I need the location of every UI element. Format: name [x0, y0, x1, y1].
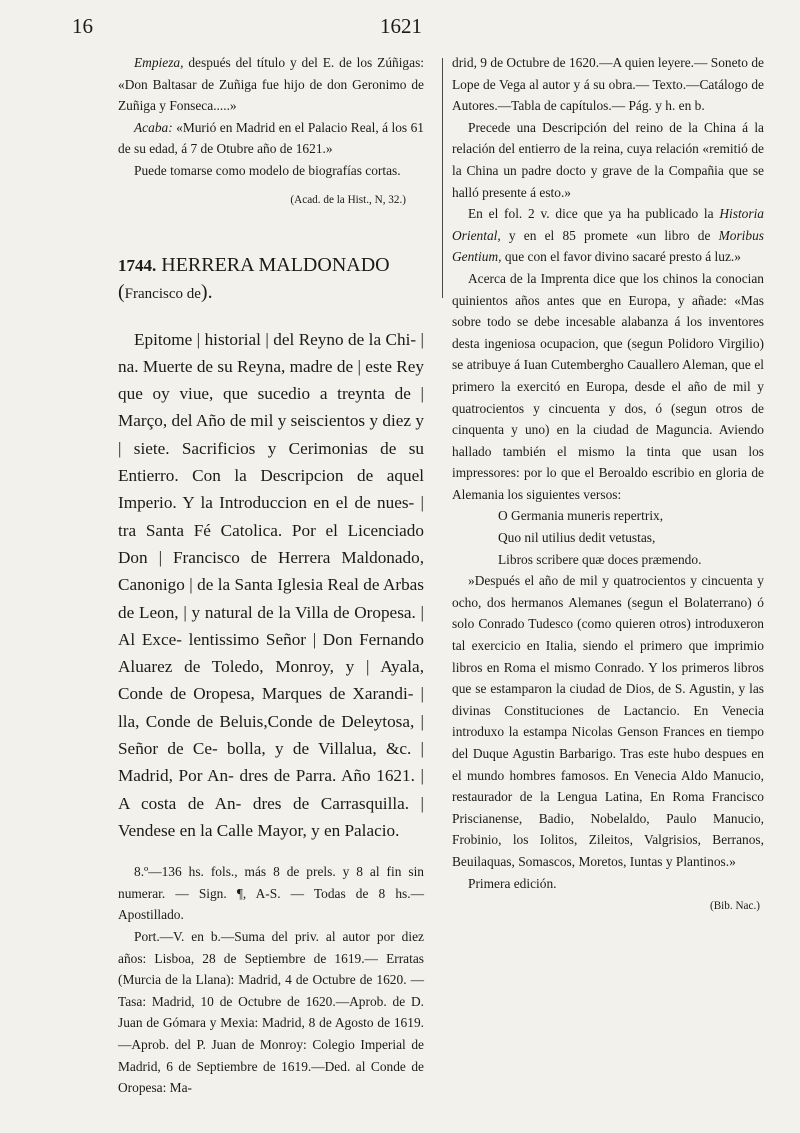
entry-name: HERRERA MALDONADO (: [118, 253, 390, 303]
title-transcription: Epitome | historial | del Reyno de la Chi- | na. Muerte de su Reyna, madre de | este Rey que oy viue, que sucedio a treynta de | Março, del Año de mil y seiscientos y diez y | siete. Sacrificios y Cerimonias de su Entierro. Con la Descripcion de aquel Imperio. Y la Introduccion en el de nues- | tra Santa Fé Catolica. Por el Licenciado Don | Francisco de Herrera Maldonado, Canonigo | de la Santa Iglesia Real de Arbas de Leon, | y natural de la Villa de Oropesa. | Al Exce- lentissimo Señor | Don Fernando Aluarez de Toledo, Monroy, y | Ayala, Conde de Oropesa, Marques de Xarandi- | lla, Conde de Beluis,Conde de Deleytosa, | Señor de Ce- bolla, y de Villalua, &c. | Madrid, Por An- dres de Parra. Año 1621. | A costa de An- dres de Carrasquilla. | Vendese en la Calle Mayor, y en Palacio.: [118, 329, 424, 840]
acaba-label: Acaba:: [134, 119, 173, 135]
preceding-entry: [118, 52, 424, 208]
contents-continuation: drid, 9 de Octubre de 1620.—A quien leyere.— Soneto de Lope de Vega al autor y á su obra.— Texto.—Catálogo de Autores.—Tabla de capítulos.— Pág. y h. en b.: [452, 55, 764, 114]
publications-text-a: En el fol. 2 v. dice que ya ha publicado la: [468, 206, 714, 222]
entry-name-end: ).: [200, 280, 213, 303]
note-paragraph: Puede tomarse como modelo de biografías cortas.: [134, 162, 401, 178]
collation-paragraph: 8.º—136 hs. fols., más 8 de prels. y 8 al fin sin numerar. — Sign. ¶, A-S. — Todas de 8 hs.— Apostillado.: [118, 864, 424, 923]
column-divider: [442, 58, 443, 298]
description-paragraph: Precede una Descripción del reino de la China á la relación del entierro de la reina, cuya relación «remitió de la China un padre docto y grave de la Compañia que se halló presente á esto.»: [452, 119, 764, 200]
page-number: 16: [72, 14, 93, 38]
library-location: (Bib. Nac.): [709, 900, 760, 913]
publications-paragraph: [452, 203, 764, 268]
entry-number: 1744.: [118, 255, 157, 275]
acaba-paragraph: [118, 117, 424, 160]
entry-heading: [118, 252, 424, 308]
verse-line: O Germania muneris repertrix,: [498, 508, 664, 524]
physical-description: [118, 861, 424, 1099]
left-column: [118, 52, 424, 1099]
right-column: [452, 52, 764, 918]
edition-note: Primera edición.: [468, 875, 557, 891]
publications-text-c: que con el favor divino sacaré presto á luz.»: [504, 249, 741, 265]
contents-paragraph: Port.—V. en b.—Suma del priv. al autor por diez años: Lisboa, 28 de Septiembre de 1619.— Erratas (Murcia de la Llana): Madrid, 4 de Octubre de 1620. — Tasa: Madrid, 10 de Octubre de 1620.—Aprob. de D. Juan de Gómara y Mexia: Madrid, 8 de Agosto de 1619.—Aprob. del P. Juan de Monroy: Colegio Imperial de Madrid, 6 de Septiembre de 1619.—Ded. al Conde de Oropesa: Ma-: [118, 928, 424, 1096]
printing-paragraph: Acerca de la Imprenta dice que los chinos la conocian quinientos años antes que en Europa, y añade: «Mas sobre todo se debe incesable alabanza á los inventores desta ingeniosa ocupacion, que (segun Polidoro Virgilio) se atribuye á Iuan Cutembergho Cauallero Aleman, que el primero la exercitó en Europa, desde el año de mil y quatrocientos y cincuenta y dos, ó (segun otros de cinquenta y uno) en la ciudad de Maguncia. Aviendo hallado también el mismo la tinta que usan los impressores: por lo que el Beroaldo escribio en gloria de Alemania los siguientes versos:: [452, 270, 764, 502]
verse-line: Quo nil utilius dedit vetustas,: [498, 530, 656, 546]
empieza-paragraph: [118, 52, 424, 117]
printers-paragraph: »Después el año de mil y quatrocientos y cincuenta y ocho, dos hermanos Alemanes (segun el Bolaterrano) ó solo Conrado Tudesco (como quieren otros) introduxeron tal exercicio en Italia, siendo el primero que imprimio libros en Roma el mismo Conrado. Y los primeros libros que se estamparon la ciudad de Dios, de S. Agustin, y las divinas Constituciones de Lactancio. En Venecia introduxo la estampa Nicolas Genson Frances en tiempo del Duque Agustin Barbarigo. Tras este hubo despues en el mundo hombres famosos. En Venecia Aldo Manucio, restaurador de la Lengua Latina, En Roma Francisco Priscianense, Badio, Nobelaldo, Paulo Manucio, Frobinio, los Iolitos, Zileitos, Valgrisios, Berranos, Beuilaquas, Somascos, Moretos, Iuntas y Plantinos.»: [452, 573, 764, 869]
running-header-year: 1621: [380, 14, 422, 38]
historia-oriental-title: Historia Oriental,: [452, 206, 764, 243]
entry-name-smallcaps: Francisco de: [124, 285, 201, 302]
acaba-text: «Murió en Madrid en el Palacio Real, á los 61 de su edad, á 7 de Otubre año de 1621.»: [118, 119, 424, 157]
library-citation: (Acad. de la Hist., N, 32.): [290, 193, 406, 206]
moribus-gentium-title: Moribus Gentium,: [452, 227, 764, 265]
empieza-text: después del título y del E. de los Zúñigas: «Don Baltasar de Zuñiga fue hijo de don Geronimo de Zuñiga y Fonseca.....»: [118, 55, 424, 114]
publications-text-b: y en el 85 promete «un libro de: [508, 227, 711, 243]
empieza-label: Empieza,: [134, 55, 184, 70]
verse-line: Libros scribere quæ doces præmendo.: [498, 551, 702, 567]
